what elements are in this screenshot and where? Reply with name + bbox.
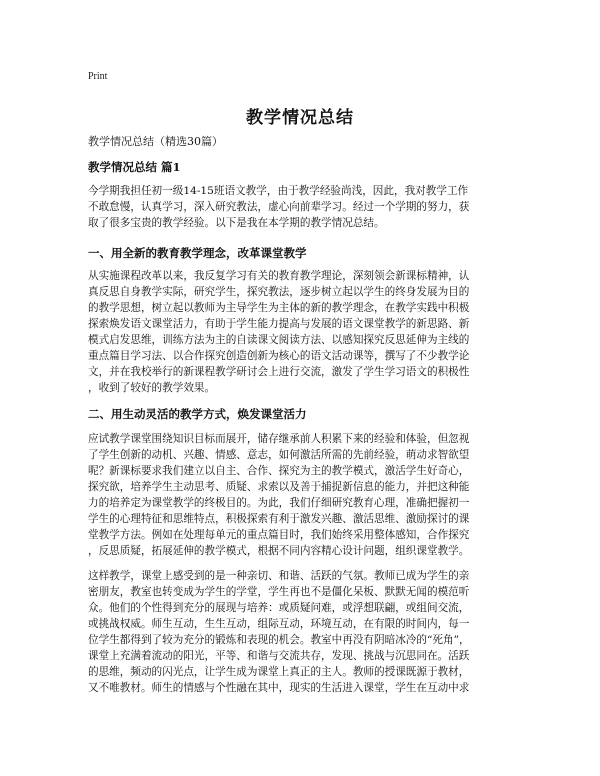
paragraph-line: 模式启发思维，训练方法为主的自读课文阅读方法、以感知探究反思延伸为主线的 (88, 334, 470, 346)
paragraph-line: 课堂上充满着流动的阳光，平等、和谐与交流共存，发现、挑战与沉思同在。活跃 (88, 650, 470, 662)
intro-paragraph (88, 183, 514, 231)
document-subtitle: 教学情况总结（精选30篇） (88, 135, 223, 148)
paragraph-line: 堂教学方法。例如在处理每单元的重点篇目时，我们始终采用整体感知，合作探究 (88, 529, 470, 541)
paragraph-line: 不敢怠慢，认真学习，深入研究教法，虚心向前辈学习。经过一个学期的努力，获 (88, 201, 470, 213)
paragraph-line: 力的培养定为课堂教学的终极目的。为此，我们仔细研究教育心理，准确把握初一 (88, 497, 470, 509)
paragraph-line: 了学生创新的动机、兴趣、情感、意志，如何激活所需的先前经验，萌动求智欲望 (88, 449, 470, 461)
paragraph-line: 今学期我担任初一级14-15班语文教学，由于教学经验尚浅，因此，我对教学工作 (88, 185, 469, 197)
paragraph-line: 又不唯教材。师生的情感与个性融在其中，现实的生活进入课堂，学生在互动中求 (88, 682, 470, 694)
paragraph-line: 这样教学，课堂上感受到的是一种亲切、和谐、活跃的气氛。教师已成为学生的亲 (88, 570, 470, 582)
paragraph-line: 密朋友，教室也转变成为学生的学堂，学生再也不是僵化呆板、默默无闻的模范听 (88, 586, 470, 598)
heading-2: 二、用生动灵活的教学方式，焕发课堂活力 (88, 407, 307, 421)
paragraph-line: 取了很多宝贵的教学经验。以下是我在本学期的教学情况总结。 (88, 217, 385, 229)
paragraph-line: ，收到了较好的教学效果。 (88, 382, 216, 394)
paragraph-1 (88, 268, 514, 396)
paragraph-line: 重点篇目学习法、以合作探究创造创新为核心的语文活动课等，撰写了不少教学论 (88, 350, 470, 362)
paragraph-3 (88, 568, 514, 696)
paragraph-line: 的教学思想，树立起以教师为主导学生为主体的新的教学理念，在教学实践中积极 (88, 302, 470, 314)
paragraph-line: 众。他们的个性得到充分的展现与培养：或质疑问难，或浮想联翩，或组间交流， (88, 602, 470, 614)
paragraph-line: 或挑战权威。师生互动，生生互动，组际互动，环境互动，在有限的时间内，每一 (88, 618, 470, 630)
print-link[interactable]: Print (88, 71, 108, 82)
paragraph-line: 文，并在我校举行的新课程教学研讨会上进行交流，激发了学生学习语文的积极性 (88, 366, 470, 378)
paragraph-line: 应试教学课堂围绕知识目标而展开，储存继承前人积累下来的经验和体验，但忽视 (88, 433, 470, 445)
paragraph-line: 探究欲，培养学生主动思考、质疑、求索以及善于捕捉新信息的能力，并把这种能 (88, 481, 470, 493)
paragraph-2 (88, 431, 514, 559)
paragraph-line: 学生的心理特征和思维特点，积极探索有利于激发兴趣、激活思维、激励探讨的课 (88, 513, 470, 525)
page-title: 教学情况总结 (246, 108, 354, 128)
paragraph-line: 真反思自身教学实际，研究学生，探究教法，逐步树立起以学生的终身发展为目的 (88, 286, 470, 298)
paragraph-line: 从实施课程改革以来，我反复学习有关的教育教学理论，深刻领会新课标精神，认 (88, 270, 470, 282)
paragraph-line: 呢？新课标要求我们建立以自主、合作、探究为主的教学模式，激活学生好奇心， (88, 465, 470, 477)
paragraph-line: ，反思质疑，拓展延伸的教学模式，根据不同内容精心设计问题，组织课堂教学。 (88, 545, 470, 557)
paragraph-line: 的思维，频动的闪光点，让学生成为课堂上真正的主人。教师的授课既源于教材， (88, 666, 470, 678)
section-heading: 教学情况总结 篇1 (88, 160, 181, 174)
paragraph-line: 探索焕发语文课堂活力，有助于学生能力提高与发展的语文课堂教学的新思路、新 (88, 318, 470, 330)
paragraph-line: 位学生都得到了较为充分的锻炼和表现的机会。教室中再没有阴暗冰冷的“死角”， (88, 634, 470, 646)
heading-1: 一、用全新的教育教学理念，改革课堂教学 (88, 246, 307, 260)
